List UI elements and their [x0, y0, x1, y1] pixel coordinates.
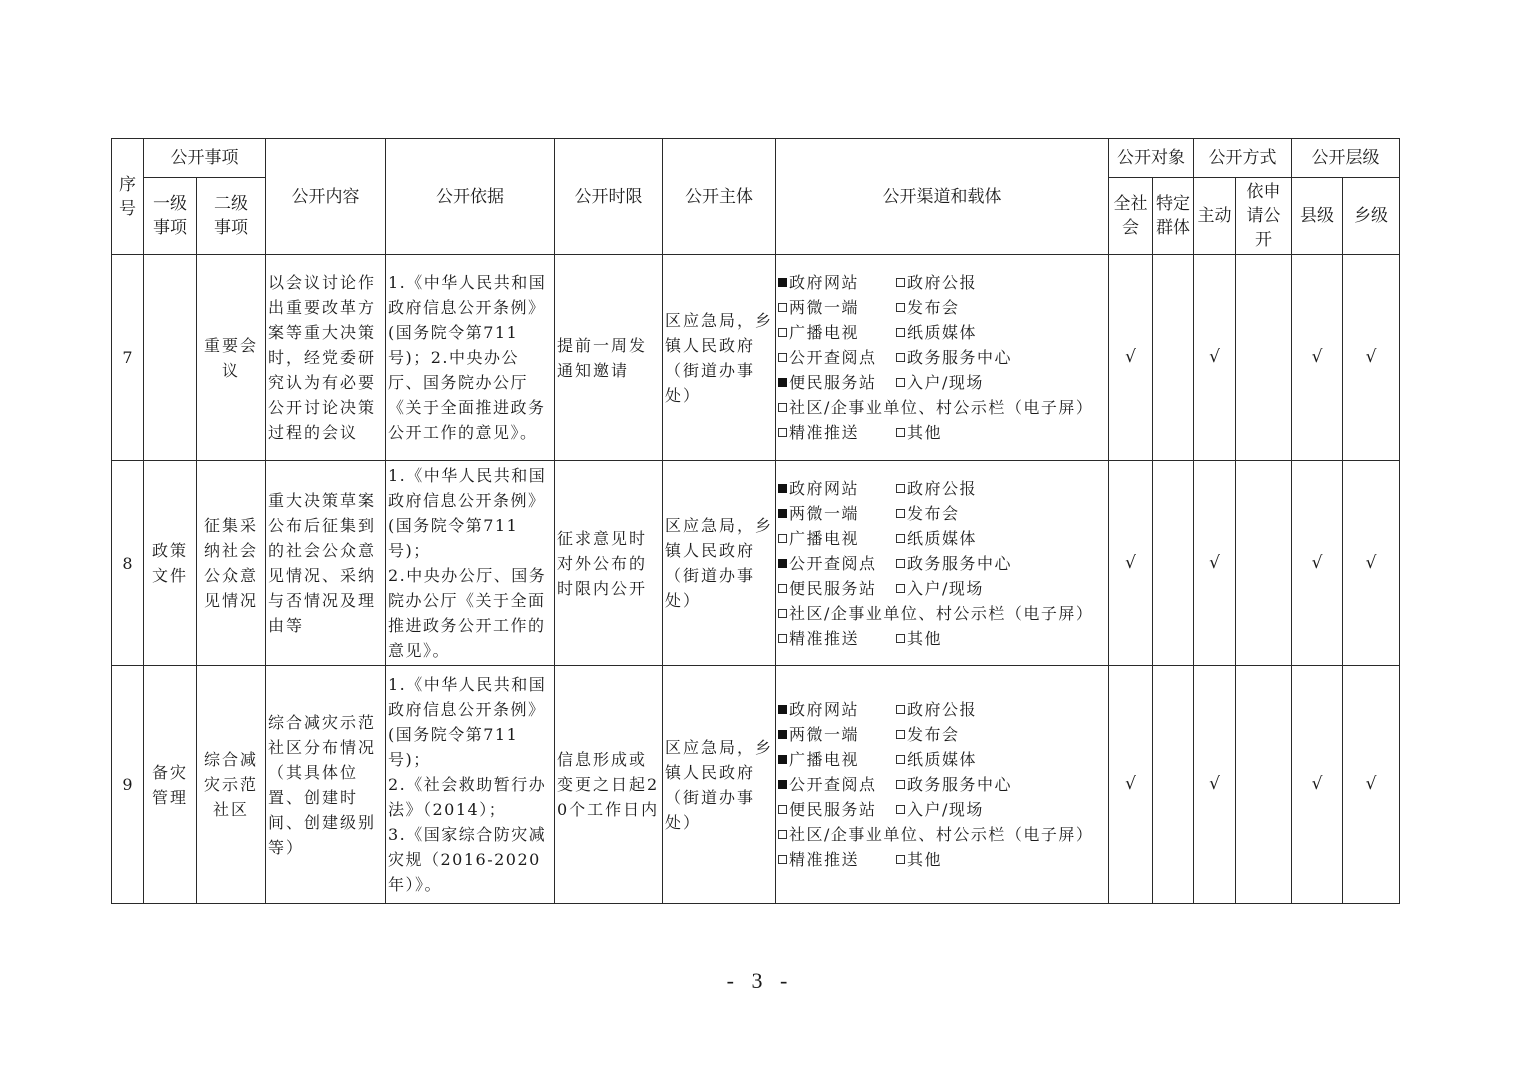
- channel-label: 纸质媒体: [907, 750, 978, 769]
- channel-item: [896, 476, 977, 501]
- unchecked-box-icon: [896, 559, 905, 568]
- channel-line: [778, 501, 1108, 526]
- unchecked-box-icon: [896, 428, 905, 437]
- channel-label: 发布会: [907, 298, 960, 317]
- channel-label: 精准推送: [789, 628, 860, 648]
- channel-item: [896, 370, 984, 395]
- channel-label: 两微一端: [789, 503, 860, 523]
- unchecked-box-icon: [896, 855, 905, 864]
- row-method-active: √: [1194, 666, 1236, 904]
- row-level-town: √: [1343, 255, 1400, 461]
- row-level-town: √: [1343, 461, 1400, 666]
- channel-label: 社区/企事业单位、村公示栏（电子屏）: [789, 825, 1094, 844]
- channel-label: 政务服务中心: [907, 348, 1013, 367]
- row-channels: [776, 255, 1109, 461]
- channel-item: [896, 797, 984, 822]
- channel-item: [896, 772, 1012, 797]
- row-method-active: √: [1194, 461, 1236, 666]
- channel-line: [778, 370, 1108, 395]
- unchecked-box-icon: [778, 303, 787, 312]
- channel-item: [778, 847, 896, 872]
- unchecked-box-icon: [896, 303, 905, 312]
- row-target-specific: [1153, 461, 1194, 666]
- row-method-request: [1236, 666, 1292, 904]
- channel-label: 社区/企事业单位、村公示栏（电子屏）: [789, 603, 1094, 623]
- checked-box-icon: [778, 755, 787, 764]
- unchecked-box-icon: [896, 509, 905, 518]
- channel-label: 社区/企事业单位、村公示栏（电子屏）: [789, 398, 1094, 417]
- row-content: 重大决策草案公布后征集到的社会公众意见情况、采纳与否情况及理由等: [266, 461, 386, 666]
- channel-item: [896, 697, 977, 722]
- header-level-group: 公开层级: [1292, 139, 1400, 178]
- channel-line: [778, 295, 1108, 320]
- channel-item: [896, 320, 977, 345]
- channel-item: [896, 847, 942, 872]
- channel-label: 公开查阅点: [789, 348, 877, 367]
- channel-item: [778, 370, 896, 395]
- header-target-all: 全社会: [1109, 178, 1153, 255]
- channel-label: 纸质媒体: [907, 323, 978, 342]
- row-matter-l1: 备灾管理: [144, 666, 197, 904]
- header-matter-l1: 一级事项: [144, 178, 197, 255]
- channel-item: [896, 626, 942, 651]
- unchecked-box-icon: [896, 805, 905, 814]
- row-level-county: √: [1292, 461, 1343, 666]
- checked-box-icon: [778, 509, 787, 518]
- header-channels: 公开渠道和载体: [776, 139, 1109, 255]
- channel-item: [778, 420, 896, 445]
- unchecked-box-icon: [778, 609, 787, 618]
- unchecked-box-icon: [896, 634, 905, 643]
- channel-label: 政务服务中心: [907, 775, 1013, 794]
- checked-box-icon: [778, 559, 787, 568]
- row-subject: 区应急局，乡镇人民政府（街道办事处）: [663, 666, 776, 904]
- disclosure-table: [111, 138, 1400, 904]
- row-level-county: √: [1292, 255, 1343, 461]
- channel-label: 公开查阅点: [789, 553, 877, 573]
- channel-label: 其他: [907, 850, 943, 869]
- channel-item: [896, 551, 1012, 576]
- header-method-request: 依申请公开: [1236, 178, 1292, 255]
- channel-item: [778, 320, 896, 345]
- row-seq: 9: [112, 666, 144, 904]
- row-content: 以会议讨论作出重要改革方案等重大决策时，经党委研究认为有必要公开讨论决策过程的会议: [266, 255, 386, 461]
- channel-item: [778, 797, 896, 822]
- header-target-specific: 特定群体: [1153, 178, 1194, 255]
- checked-box-icon: [778, 484, 787, 493]
- unchecked-box-icon: [778, 534, 787, 543]
- channel-item: [778, 345, 896, 370]
- header-matter-l2: 二级事项: [197, 178, 266, 255]
- channel-line: [778, 626, 1108, 651]
- channel-label: 其他: [907, 628, 943, 648]
- channel-line: [778, 722, 1108, 747]
- header-subject: 公开主体: [663, 139, 776, 255]
- row-seq: 7: [112, 255, 144, 461]
- channel-line: [778, 345, 1108, 370]
- channel-label: 广播电视: [789, 528, 860, 548]
- unchecked-box-icon: [778, 855, 787, 864]
- row-method-active: √: [1194, 255, 1236, 461]
- channel-label: 政府网站: [789, 700, 860, 719]
- row-matter-l1: 政策文件: [144, 461, 197, 666]
- channel-item: [896, 576, 984, 601]
- channel-line: [778, 395, 1108, 420]
- row-basis: 1.《中华人民共和国政府信息公开条例》(国务院令第711号)；2.中央办公厅、国务院办公厅《关于全面推进政务公开工作的意见》。: [386, 255, 555, 461]
- channel-item: [896, 722, 960, 747]
- channel-line: [778, 847, 1108, 872]
- channel-line: [778, 576, 1108, 601]
- row-basis: 1.《中华人民共和国政府信息公开条例》(国务院令第711号)； 2.中央办公厅、国务院办公厅《关于全面推进政务公开工作的意见》。: [386, 461, 555, 666]
- channel-label: 入户/现场: [907, 373, 984, 392]
- channel-item: [778, 395, 1093, 420]
- channel-line: [778, 601, 1108, 626]
- channel-label: 入户/现场: [907, 800, 984, 819]
- channel-line: [778, 526, 1108, 551]
- channel-item: [778, 295, 896, 320]
- channel-label: 便民服务站: [789, 800, 877, 819]
- channel-label: 便民服务站: [789, 373, 877, 392]
- row-time-limit: 征求意见时对外公布的时限内公开: [555, 461, 663, 666]
- channel-label: 两微一端: [789, 298, 860, 317]
- row-seq: 8: [112, 461, 144, 666]
- unchecked-box-icon: [778, 403, 787, 412]
- header-method-active: 主动: [1194, 178, 1236, 255]
- row-level-town: √: [1343, 666, 1400, 904]
- channel-item: [896, 345, 1012, 370]
- unchecked-box-icon: [896, 584, 905, 593]
- checked-box-icon: [778, 278, 787, 287]
- unchecked-box-icon: [896, 730, 905, 739]
- channel-line: [778, 697, 1108, 722]
- checked-box-icon: [778, 378, 787, 387]
- header-level-town: 乡级: [1343, 178, 1400, 255]
- channel-item: [778, 270, 896, 295]
- channel-item: [778, 601, 1093, 626]
- channel-item: [778, 697, 896, 722]
- channel-line: [778, 420, 1108, 445]
- header-target-group: 公开对象: [1109, 139, 1194, 178]
- row-target-specific: [1153, 666, 1194, 904]
- row-target-all: √: [1109, 666, 1153, 904]
- channel-line: [778, 822, 1108, 847]
- unchecked-box-icon: [778, 830, 787, 839]
- channel-item: [896, 526, 977, 551]
- channel-item: [778, 476, 896, 501]
- checked-box-icon: [778, 705, 787, 714]
- header-seq: 序号: [112, 139, 144, 255]
- channel-label: 纸质媒体: [907, 528, 978, 548]
- channel-line: [778, 320, 1108, 345]
- unchecked-box-icon: [896, 378, 905, 387]
- checked-box-icon: [778, 730, 787, 739]
- row-target-specific: [1153, 255, 1194, 461]
- channel-label: 政府公报: [907, 478, 978, 498]
- checked-box-icon: [778, 780, 787, 789]
- channel-item: [896, 420, 942, 445]
- channel-label: 政府网站: [789, 478, 860, 498]
- header-basis: 公开依据: [386, 139, 555, 255]
- unchecked-box-icon: [896, 328, 905, 337]
- row-time-limit: 信息形成或变更之日起20个工作日内: [555, 666, 663, 904]
- channel-label: 便民服务站: [789, 578, 877, 598]
- channel-item: [778, 526, 896, 551]
- channel-item: [778, 772, 896, 797]
- channel-label: 发布会: [907, 725, 960, 744]
- channel-item: [778, 747, 896, 772]
- row-channels: [776, 666, 1109, 904]
- header-time-limit: 公开时限: [555, 139, 663, 255]
- channel-item: [896, 270, 977, 295]
- row-time-limit: 提前一周发通知邀请: [555, 255, 663, 461]
- header-method-group: 公开方式: [1194, 139, 1292, 178]
- channel-label: 政府公报: [907, 700, 978, 719]
- channel-label: 政务服务中心: [907, 553, 1013, 573]
- channel-line: [778, 476, 1108, 501]
- header-level-county: 县级: [1292, 178, 1343, 255]
- channel-line: [778, 270, 1108, 295]
- channel-item: [896, 747, 977, 772]
- table-row: [112, 666, 1400, 904]
- channel-item: [896, 501, 960, 526]
- row-matter-l2: 征集采纳社会公众意见情况: [197, 461, 266, 666]
- row-level-county: √: [1292, 666, 1343, 904]
- unchecked-box-icon: [778, 634, 787, 643]
- channel-label: 入户/现场: [907, 578, 984, 598]
- channel-item: [778, 822, 1093, 847]
- channel-item: [778, 722, 896, 747]
- channel-label: 精准推送: [789, 850, 860, 869]
- unchecked-box-icon: [896, 755, 905, 764]
- channel-item: [778, 576, 896, 601]
- channel-label: 政府公报: [907, 273, 978, 292]
- unchecked-box-icon: [778, 328, 787, 337]
- channel-label: 公开查阅点: [789, 775, 877, 794]
- row-target-all: √: [1109, 461, 1153, 666]
- unchecked-box-icon: [896, 278, 905, 287]
- row-content: 综合减灾示范社区分布情况（其具体位置、创建时间、创建级别等）: [266, 666, 386, 904]
- channel-label: 发布会: [907, 503, 960, 523]
- row-method-request: [1236, 255, 1292, 461]
- channel-label: 广播电视: [789, 323, 860, 342]
- channel-label: 精准推送: [789, 423, 860, 442]
- row-channels: [776, 461, 1109, 666]
- table-row: [112, 461, 1400, 666]
- channel-line: [778, 772, 1108, 797]
- channel-item: [778, 501, 896, 526]
- row-method-request: [1236, 461, 1292, 666]
- table-row: [112, 255, 1400, 461]
- row-matter-l2: 综合减灾示范社区: [197, 666, 266, 904]
- unchecked-box-icon: [896, 353, 905, 362]
- channel-line: [778, 551, 1108, 576]
- row-matter-l1: [144, 255, 197, 461]
- unchecked-box-icon: [778, 805, 787, 814]
- unchecked-box-icon: [896, 705, 905, 714]
- unchecked-box-icon: [778, 353, 787, 362]
- channel-line: [778, 747, 1108, 772]
- unchecked-box-icon: [778, 584, 787, 593]
- unchecked-box-icon: [896, 484, 905, 493]
- unchecked-box-icon: [778, 428, 787, 437]
- row-matter-l2: 重要会议: [197, 255, 266, 461]
- row-subject: 区应急局，乡镇人民政府（街道办事处）: [663, 461, 776, 666]
- channel-item: [778, 626, 896, 651]
- header-matters-group: 公开事项: [144, 139, 266, 178]
- channel-label: 政府网站: [789, 273, 860, 292]
- page-number: - 3 -: [726, 968, 794, 993]
- row-target-all: √: [1109, 255, 1153, 461]
- header-content: 公开内容: [266, 139, 386, 255]
- row-basis: 1.《中华人民共和国政府信息公开条例》(国务院令第711号)； 2.《社会救助暂行办法》（2014）； 3.《国家综合防灾减灾规（2016-2020年）》。: [386, 666, 555, 904]
- channel-label: 两微一端: [789, 725, 860, 744]
- unchecked-box-icon: [896, 780, 905, 789]
- channel-line: [778, 797, 1108, 822]
- channel-label: 广播电视: [789, 750, 860, 769]
- channel-label: 其他: [907, 423, 943, 442]
- channel-item: [778, 551, 896, 576]
- channel-item: [896, 295, 960, 320]
- unchecked-box-icon: [896, 534, 905, 543]
- row-subject: 区应急局，乡镇人民政府（街道办事处）: [663, 255, 776, 461]
